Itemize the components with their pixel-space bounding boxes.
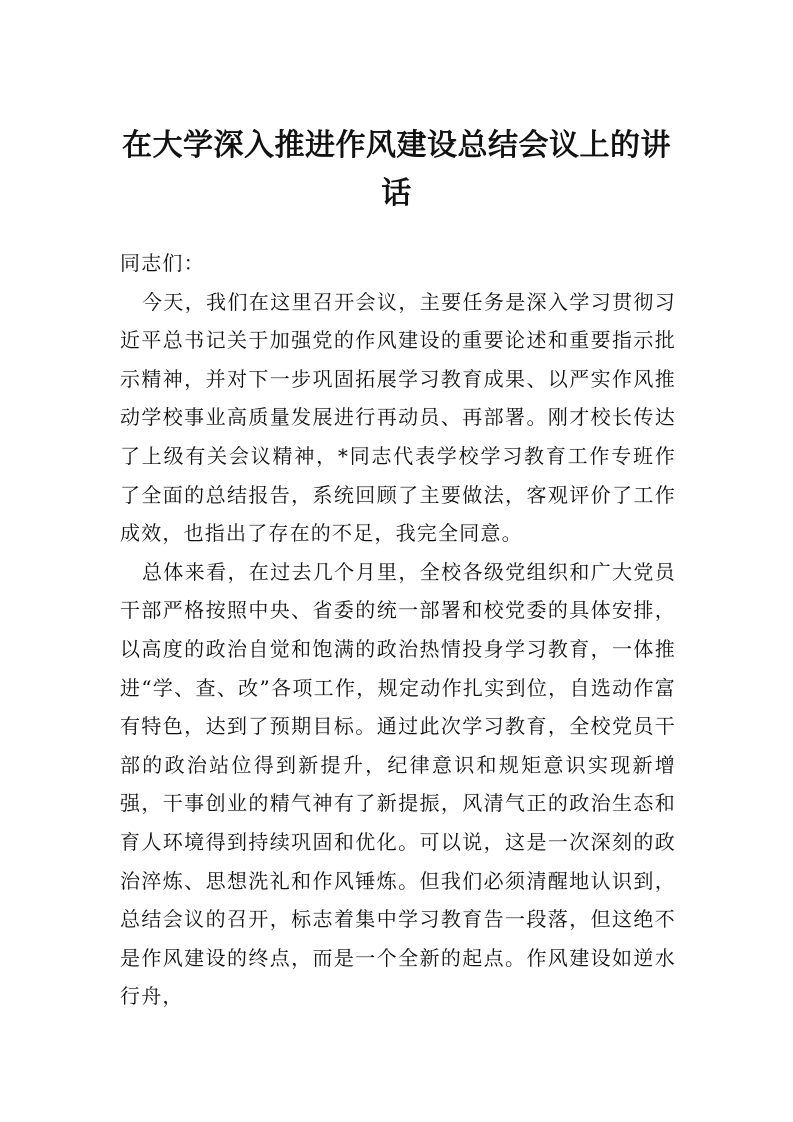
document-body	[120, 244, 676, 1016]
document-title: 在大学深入推进作风建设总结会议上的讲话	[122, 128, 671, 211]
salutation: 同志们：	[120, 251, 205, 275]
paragraph: 总体来看，在过去几个月里，全校各级党组织和广大党员干部严格按照中央、省委的统一部署和校党委的具体安排，以高度的政治自觉和饱满的政治热情投身学习教育，一体推进“学、查、改”各项工作，规定动作扎实到位，自选动作富有特色，达到了预期目标。通过此次学习教育，全校党员干部的政治站位得到新提升，纪律意识和规矩意识实现新增强，干事创业的精气神有了新提振，风清气正的政治生态和育人环境得到持续巩固和优化。可以说，这是一次深刻的政治淬炼、思想洗礼和作风锤炼。但我们必须清醒地认识到，总结会议的召开，标志着集中学习教育告一段落，但这绝不是作风建设的终点，而是一个全新的起点。作风建设如逆水行舟，	[120, 559, 676, 1009]
paragraph: 今天，我们在这里召开会议，主要任务是深入学习贯彻习近平总书记关于加强党的作风建设的重要论述和重要指示批示精神，并对下一步巩固拓展学习教育成果、以严实作风推动学校事业高质量发展进行再动员、再部署。刚才校长传达了上级有关会议精神，*同志代表学校学习教育工作专班作了全面的总结报告，系统回顾了主要做法，客观评价了工作成效，也指出了存在的不足，我完全同意。	[120, 289, 676, 546]
